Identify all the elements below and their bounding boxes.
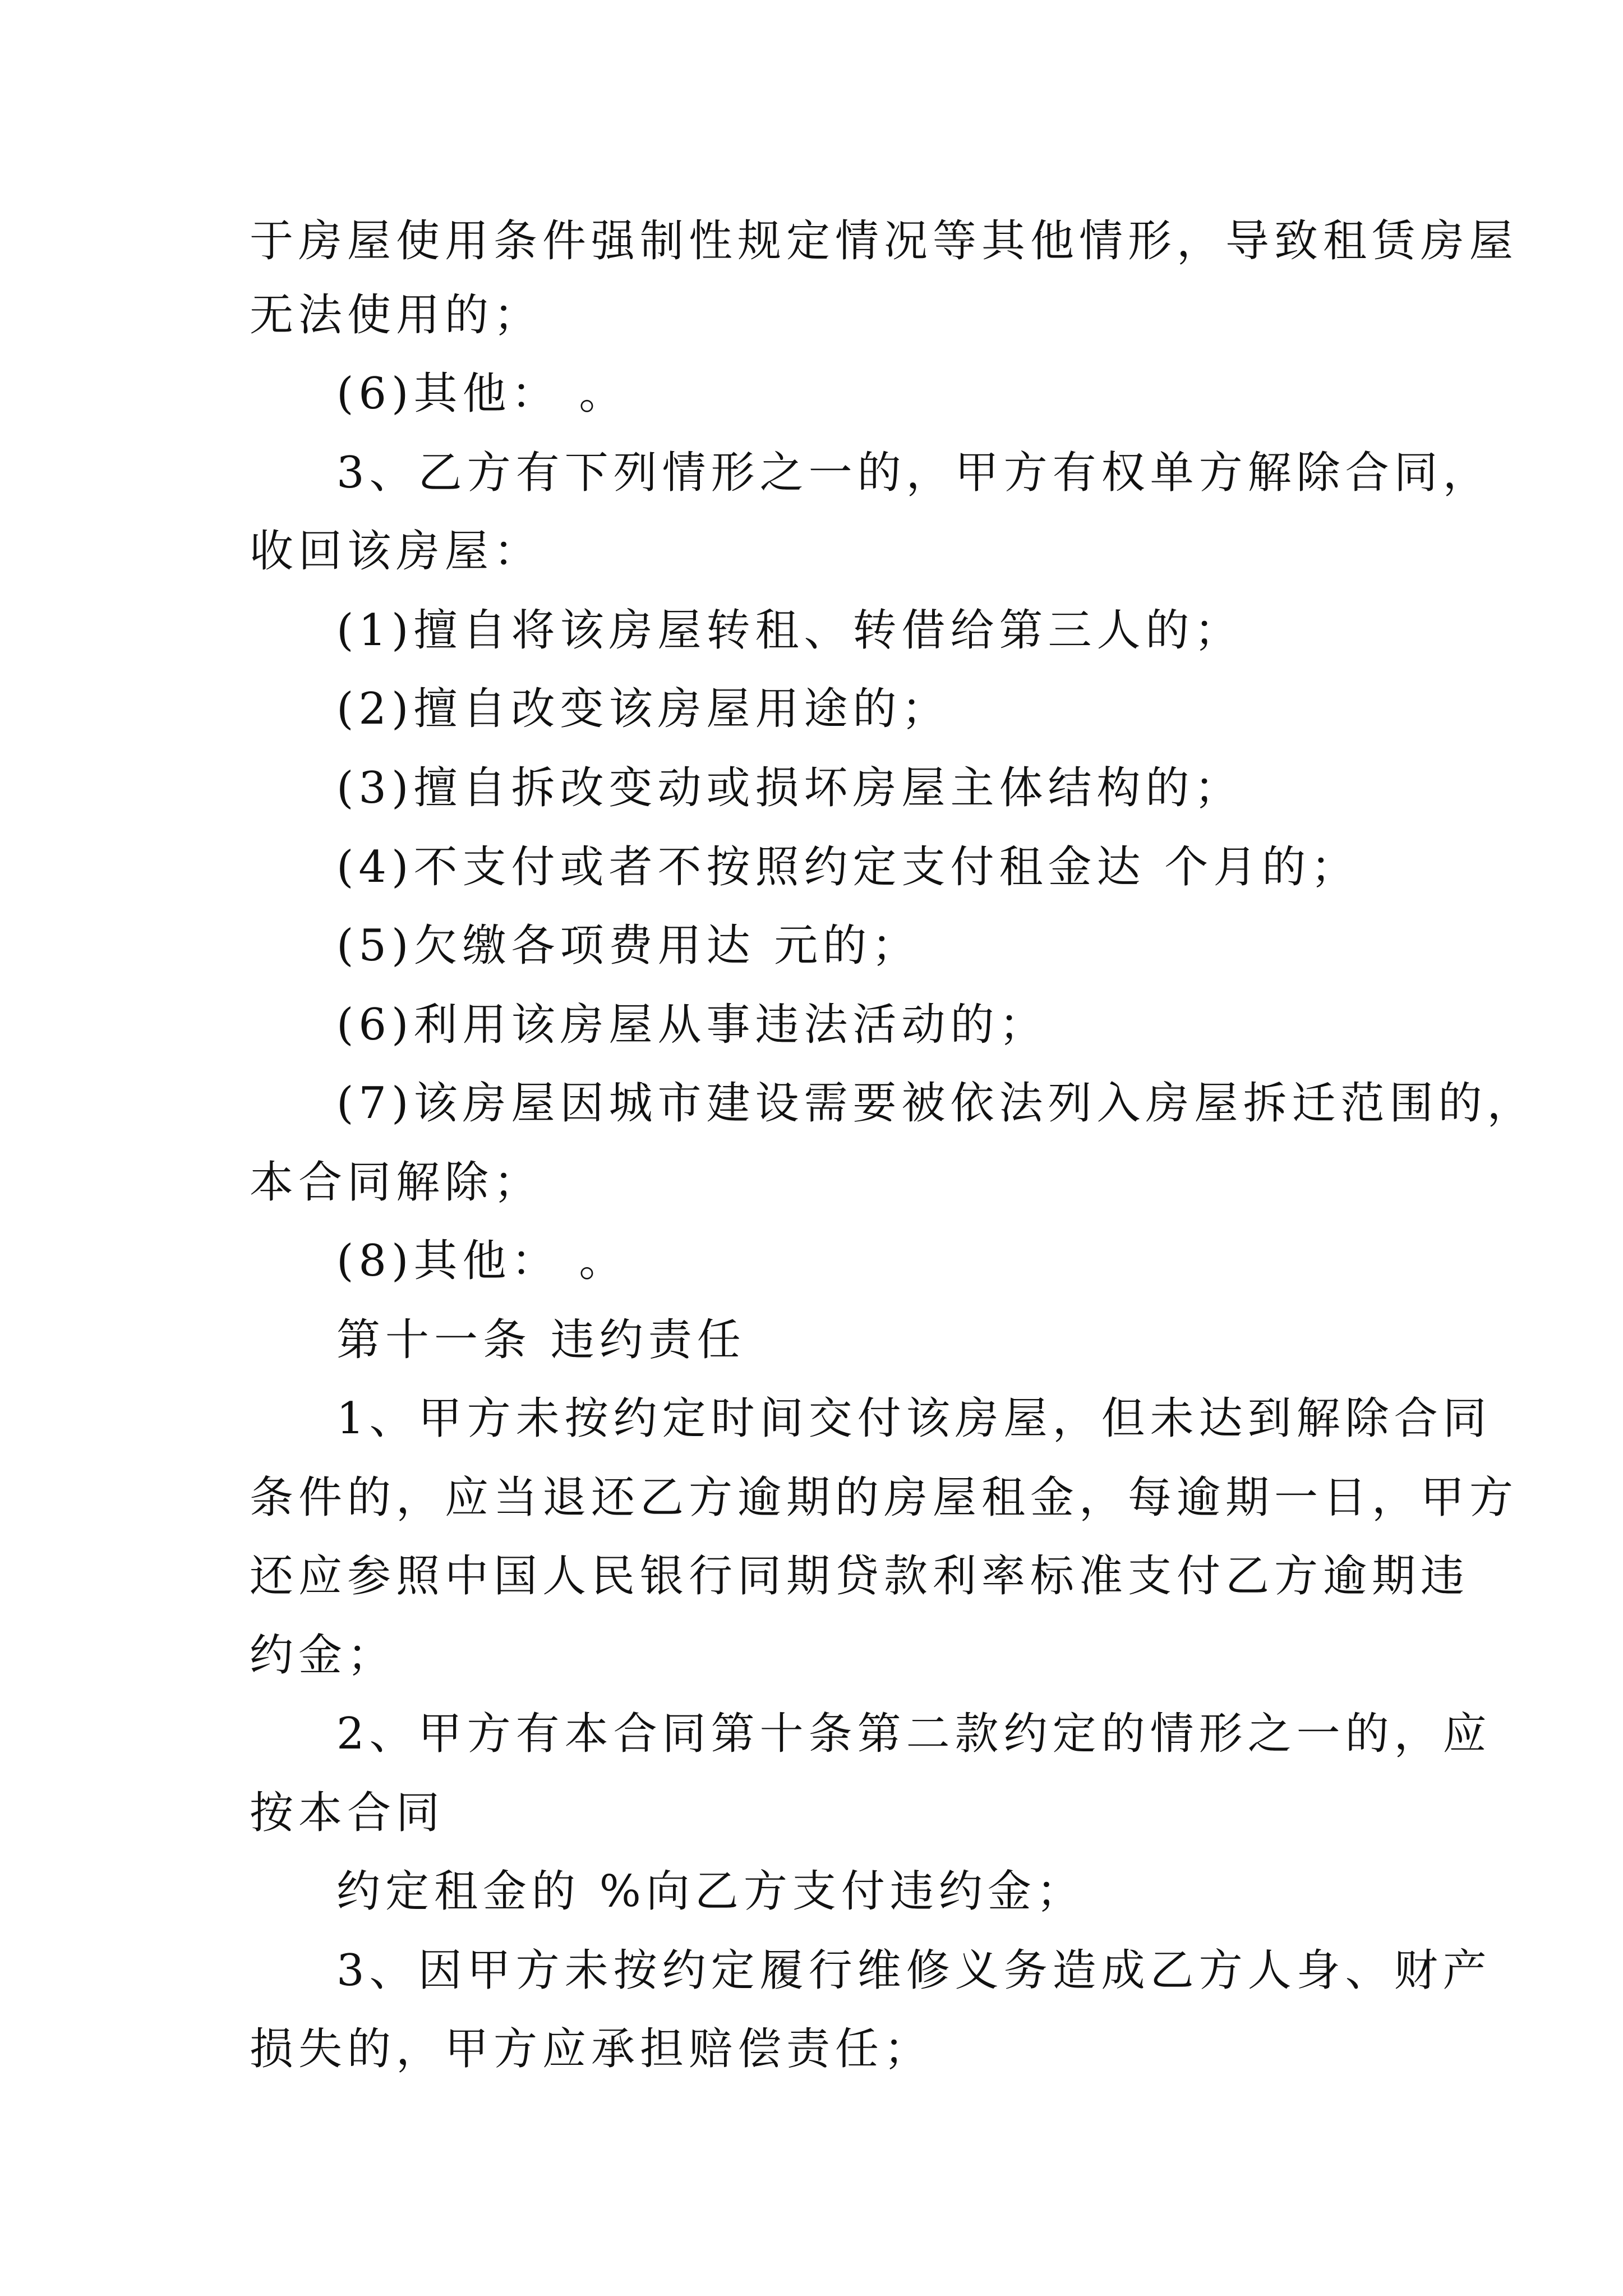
text-line: 无法使用的；	[250, 290, 543, 341]
text-line: 3、因甲方未按约定履行维修义务造成乙方人身、财产	[336, 1945, 1492, 1996]
text-line: (3)擅自拆改变动或损坏房屋主体结构的；	[336, 763, 1243, 813]
text-line: (8)其他： 。	[336, 1236, 628, 1286]
text-line: (2)擅自改变该房屋用途的；	[336, 684, 951, 734]
text-line: (7)该房屋因城市建设需要被依法列入房屋拆迁范围的，	[336, 1078, 1536, 1129]
text-line: 3、乙方有下列情形之一的，甲方有权单方解除合同，	[336, 448, 1492, 498]
text-line: 按本合同	[250, 1788, 445, 1838]
text-line: 于房屋使用条件强制性规定情况等其他情形，导致租赁房屋	[250, 216, 1519, 266]
text-line: 收回该房屋：	[250, 526, 543, 577]
text-line: 约金；	[250, 1630, 396, 1681]
text-line: (6)其他： 。	[336, 369, 628, 419]
text-line: (1)擅自将该房屋转租、转借给第三人的；	[336, 605, 1243, 656]
text-line: 1、甲方未按约定时间交付该房屋，但未达到解除合同	[336, 1393, 1492, 1444]
text-line: 损失的，甲方应承担赔偿责任；	[250, 2024, 933, 2074]
text-line: (4)不支付或者不按照约定支付租金达 个月的；	[336, 842, 1360, 892]
text-line: 条件的，应当退还乙方逾期的房屋租金，每逾期一日，甲方	[250, 1473, 1519, 1523]
text-line: 2、甲方有本合同第十条第二款约定的情形之一的，应	[336, 1709, 1492, 1759]
text-line: 约定租金的 %向乙方支付违约金；	[336, 1866, 1085, 1917]
text-line: (6)利用该房屋从事违法活动的；	[336, 1000, 1048, 1050]
text-line: (5)欠缴各项费用达 元的；	[336, 921, 921, 971]
section-heading: 第十一条 违约责任	[336, 1315, 746, 1365]
text-line: 本合同解除；	[250, 1157, 543, 1208]
text-line: 还应参照中国人民银行同期贷款利率标准支付乙方逾期违	[250, 1551, 1470, 1602]
